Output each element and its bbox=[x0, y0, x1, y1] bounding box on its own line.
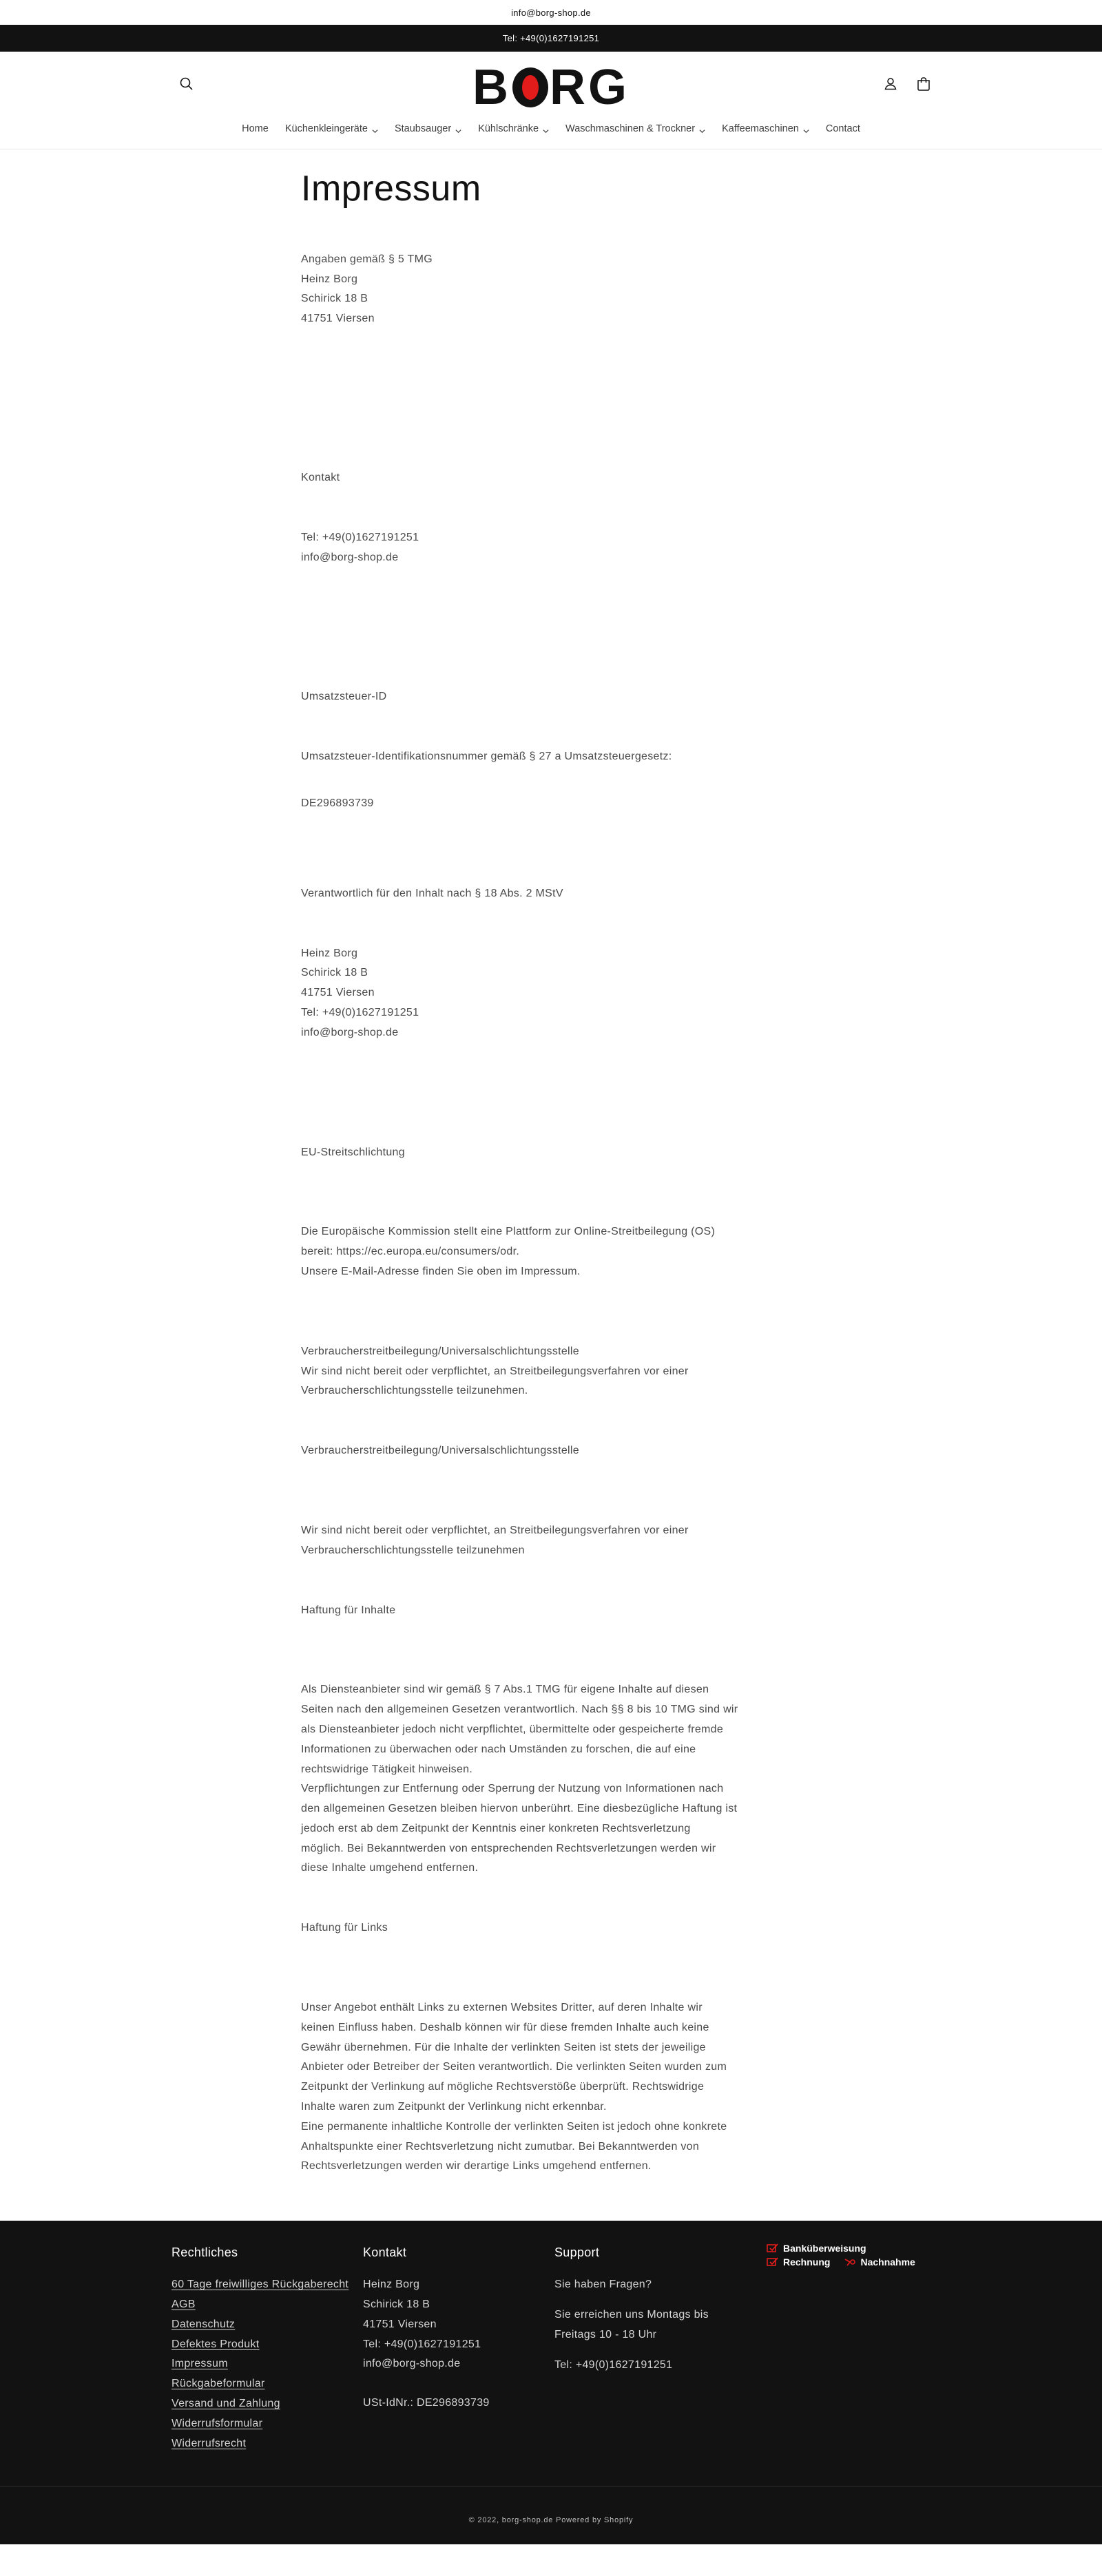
nav-item-label: Home bbox=[242, 123, 269, 134]
invoice-icon bbox=[767, 2257, 779, 2267]
impressum-line: Kontakt bbox=[301, 471, 340, 483]
impressum-line: Tel: +49(0)1627191251 bbox=[301, 531, 419, 543]
impressum-line: Wir sind nicht bereit oder verpflichtet, an Streitbeilegungsverfahren vor einer bbox=[301, 1524, 689, 1536]
impressum-line: info@borg-shop.de bbox=[301, 551, 399, 563]
impressum-block bbox=[301, 1441, 769, 1461]
nav-item-label: Küchenkleingeräte bbox=[284, 123, 368, 134]
footer-heading-support: Support bbox=[554, 2245, 600, 2260]
footer-col-rechtliches bbox=[171, 2245, 363, 2453]
nav-item-contact[interactable] bbox=[818, 121, 869, 137]
impressum-line: info@borg-shop.de bbox=[301, 1026, 399, 1038]
impressum-line: Verantwortlich für den Inhalt nach § 18 Abs. 2 MStV bbox=[301, 887, 563, 899]
footer-kontakt-email: info@borg-shop.de bbox=[363, 2358, 461, 2370]
cart-icon[interactable] bbox=[915, 75, 933, 93]
impressum-block bbox=[301, 1680, 769, 1878]
impressum-line: Verbraucherschlichtungsstelle teilzunehmen. bbox=[301, 1385, 528, 1397]
footer-legal-link[interactable]: Widerrufsrecht bbox=[171, 2437, 247, 2449]
chevron-down-icon bbox=[372, 126, 378, 132]
footer-legal-link[interactable]: Versand und Zahlung bbox=[171, 2398, 280, 2410]
footer-columns bbox=[171, 2245, 746, 2453]
impressum-line: Tel: +49(0)1627191251 bbox=[301, 1006, 419, 1018]
impressum-line: Umsatzsteuer-ID bbox=[301, 691, 387, 703]
cash-on-delivery-icon bbox=[844, 2257, 856, 2267]
footer-legal-link[interactable]: AGB bbox=[171, 2298, 196, 2311]
footer-kontakt-city: 41751 Viersen bbox=[363, 2318, 437, 2330]
chevron-down-icon bbox=[543, 126, 549, 132]
footer-legal-link[interactable]: Widerrufsformular bbox=[171, 2417, 263, 2429]
impressum-line: Heinz Borg bbox=[301, 273, 358, 285]
logo-o-mark bbox=[512, 67, 548, 107]
impressum-line: Rechtsverletzungen werden wir derartige Links umgehend entfernen. bbox=[301, 2160, 652, 2172]
impressum-line: Schirick 18 B bbox=[301, 293, 368, 305]
impressum-body bbox=[301, 250, 769, 2177]
impressum-block bbox=[301, 1143, 769, 1163]
impressum-block bbox=[301, 884, 769, 904]
impressum-line: Unsere E-Mail-Adresse finden Sie oben im Impressum. bbox=[301, 1265, 581, 1277]
impressum-line: Informationen zu überwachen oder nach Umständen zu forschen, die auf eine bbox=[301, 1743, 696, 1755]
impressum-block bbox=[301, 250, 769, 329]
impressum-block bbox=[301, 1521, 769, 1561]
impressum-line: Anbieter oder Betreiber der Seiten verantwortlich. Die verlinkten Seiten wurden zum bbox=[301, 2061, 727, 2073]
main-navigation bbox=[0, 115, 1102, 149]
nav-item-label: Contact bbox=[825, 123, 860, 134]
impressum-line: Verbraucherstreitbeilegung/Universalschlichtungsstelle bbox=[301, 1445, 579, 1457]
nav-item-label: Kühlschränke bbox=[478, 123, 539, 134]
announcement-email: info@borg-shop.de bbox=[511, 7, 591, 18]
impressum-line: rechtswidrige Tätigkeit hinweisen. bbox=[301, 1763, 473, 1775]
nav-item-küchenkleingeräte[interactable] bbox=[277, 121, 386, 137]
nav-item-waschmaschinen-trockner[interactable] bbox=[557, 121, 714, 137]
impressum-line: diese Inhalte umgehend entfernen. bbox=[301, 1862, 479, 1874]
impressum-line: als Diensteanbieter jedoch nicht verpflichtet, übermittelte oder gespeicherte fremde bbox=[301, 1723, 724, 1735]
impressum-line: Heinz Borg bbox=[301, 947, 358, 959]
header-icons bbox=[882, 75, 933, 93]
impressum-line: 41751 Viersen bbox=[301, 987, 375, 999]
impressum-line: DE296893739 bbox=[301, 797, 374, 809]
payment-bank-transfer bbox=[767, 2243, 915, 2254]
footer-legal-link[interactable]: 60 Tage freiwilliges Rückgaberecht bbox=[171, 2279, 349, 2291]
impressum-line: Angaben gemäß § 5 TMG bbox=[301, 253, 433, 265]
impressum-line: Anhaltspunkte einer Rechtsverletzung nicht zumutbar. Bei Bekanntwerden von bbox=[301, 2140, 700, 2153]
impressum-line: Eine permanente inhaltliche Kontrolle der verlinkten Seiten ist jedoch ohne konkrete bbox=[301, 2120, 727, 2133]
footer-support-phone: Tel: +49(0)1627191251 bbox=[554, 2358, 673, 2371]
footer-divider bbox=[0, 2486, 1102, 2487]
impressum-line: Haftung für Links bbox=[301, 1922, 388, 1934]
page-title: Impressum bbox=[301, 169, 481, 209]
impressum-line: den allgemeinen Gesetzen bleiben hiervon unberührt. Eine diesbezügliche Haftung ist bbox=[301, 1803, 738, 1815]
impressum-block bbox=[301, 528, 769, 568]
footer-copyright: © 2022, borg-shop.de Powered by Shopify bbox=[468, 2516, 634, 2525]
footer-heading-rechtliches: Rechtliches bbox=[171, 2245, 238, 2260]
nav-item-label: Kaffeemaschinen bbox=[722, 123, 799, 134]
payment-bank-label: Banküberweisung bbox=[783, 2243, 866, 2254]
footer-heading-kontakt: Kontakt bbox=[363, 2245, 407, 2260]
announcement-bar-email bbox=[0, 0, 1102, 25]
impressum-block bbox=[301, 747, 769, 767]
impressum-line: bereit: https://ec.europa.eu/consumers/odr. bbox=[301, 1246, 520, 1258]
footer-kontakt-name: Heinz Borg bbox=[363, 2279, 420, 2291]
nav-item-label: Staubsauger bbox=[394, 123, 452, 134]
impressum-line: Gewähr übernehmen. Für die Inhalte der verlinkten Seiten ist stets der jeweilige bbox=[301, 2041, 706, 2053]
chevron-down-icon bbox=[455, 126, 461, 132]
impressum-line: 41751 Viersen bbox=[301, 313, 375, 325]
impressum-line: Die Europäische Kommission stellt eine Plattform zur Online-Streitbeilegung (OS) bbox=[301, 1226, 716, 1238]
footer-col-support bbox=[554, 2245, 746, 2453]
footer-kontakt-phone: Tel: +49(0)1627191251 bbox=[363, 2338, 481, 2350]
impressum-line: Unser Angebot enthält Links zu externen Websites Dritter, auf deren Inhalte wir bbox=[301, 2002, 703, 2014]
impressum-line: Inhalte waren zum Zeitpunkt der Verlinkung nicht erkennbar. bbox=[301, 2101, 607, 2113]
chevron-down-icon bbox=[803, 126, 809, 132]
logo-letters-rg: RG bbox=[550, 60, 630, 115]
footer-legal-link[interactable]: Defektes Produkt bbox=[171, 2338, 260, 2350]
footer-kontakt-street: Schirick 18 B bbox=[363, 2298, 430, 2311]
impressum-block bbox=[301, 1998, 769, 2177]
footer-legal-link[interactable]: Datenschutz bbox=[171, 2318, 236, 2330]
footer-support-question: Sie haben Fragen? bbox=[554, 2279, 652, 2291]
impressum-line: Zeitpunkt der Verlinkung auf mögliche Rechtsverstöße überprüft. Rechtswidrige bbox=[301, 2081, 705, 2093]
footer-ust-id: USt-IdNr.: DE296893739 bbox=[363, 2397, 490, 2409]
impressum-line: Umsatzsteuer-Identifikationsnummer gemäß § 27 a Umsatzsteuergesetz: bbox=[301, 751, 672, 763]
impressum-block bbox=[301, 944, 769, 1043]
impressum-line: möglich. Bei Bekanntwerden von entsprechenden Rechtsverletzungen werden wir bbox=[301, 1842, 716, 1854]
impressum-line: Wir sind nicht bereit oder verpflichtet, an Streitbeilegungsverfahren vor einer bbox=[301, 1365, 689, 1377]
impressum-block bbox=[301, 794, 769, 814]
nav-item-home[interactable] bbox=[233, 121, 277, 137]
nav-item-kaffeemaschinen[interactable] bbox=[714, 121, 818, 137]
impressum-line: Schirick 18 B bbox=[301, 967, 368, 979]
payment-cod-label: Nachnahme bbox=[860, 2256, 915, 2268]
announcement-bar-phone bbox=[0, 25, 1102, 52]
account-icon[interactable] bbox=[882, 75, 900, 93]
impressum-block bbox=[301, 687, 769, 707]
impressum-block bbox=[301, 1222, 769, 1281]
nav-item-label: Waschmaschinen & Trockner bbox=[565, 123, 696, 134]
impressum-line: EU-Streitschlichtung bbox=[301, 1146, 405, 1158]
impressum-line: Als Diensteanbieter sind wir gemäß § 7 Abs.1 TMG für eigene Inhalte auf diesen bbox=[301, 1684, 709, 1696]
nav-item-kühlschränke[interactable] bbox=[470, 121, 557, 137]
site-header bbox=[0, 52, 1102, 115]
impressum-content bbox=[301, 149, 769, 2221]
payment-invoice-cod bbox=[767, 2256, 915, 2268]
announcement-phone: Tel: +49(0)1627191251 bbox=[502, 33, 600, 43]
chevron-down-icon bbox=[699, 126, 705, 132]
footer-legal-link[interactable]: Rückgabeformular bbox=[171, 2378, 265, 2390]
footer-legal-link[interactable]: Impressum bbox=[171, 2358, 228, 2370]
footer-col-kontakt bbox=[363, 2245, 554, 2453]
impressum-block bbox=[301, 1342, 769, 1401]
payment-methods bbox=[767, 2243, 915, 2270]
payment-invoice-label: Rechnung bbox=[783, 2256, 831, 2268]
impressum-line: Seiten nach den allgemeinen Gesetzen verantwortlich. Nach §§ 8 bis 10 TMG sind wir bbox=[301, 1704, 738, 1716]
search-icon[interactable] bbox=[178, 75, 196, 93]
impressum-block bbox=[301, 1918, 769, 1938]
impressum-line: keinen Einfluss haben. Deshalb können wir für diese fremden Inhalte auch keine bbox=[301, 2021, 709, 2033]
impressum-line: Verbraucherschlichtungsstelle teilzunehmen bbox=[301, 1544, 525, 1556]
legal-links bbox=[171, 2275, 363, 2453]
impressum-line: Verbraucherstreitbeilegung/Universalschlichtungsstelle bbox=[301, 1345, 579, 1357]
impressum-block bbox=[301, 468, 769, 488]
nav-item-staubsauger[interactable] bbox=[386, 121, 470, 137]
impressum-block bbox=[301, 1601, 769, 1621]
impressum-line: Verpflichtungen zur Entfernung oder Sperrung der Nutzung von Informationen nach bbox=[301, 1783, 724, 1795]
impressum-line: jedoch erst ab dem Zeitpunkt der Kenntnis einer konkreten Rechtsverletzung bbox=[301, 1822, 691, 1834]
bank-transfer-icon bbox=[767, 2243, 779, 2253]
logo-letter-b: B bbox=[472, 60, 511, 115]
site-footer bbox=[0, 2221, 1102, 2544]
impressum-line: Haftung für Inhalte bbox=[301, 1604, 396, 1616]
footer-support-hours: Sie erreichen uns Montags bis Freitags 10 - 18 Uhr bbox=[554, 2309, 709, 2341]
logo[interactable] bbox=[472, 60, 630, 115]
